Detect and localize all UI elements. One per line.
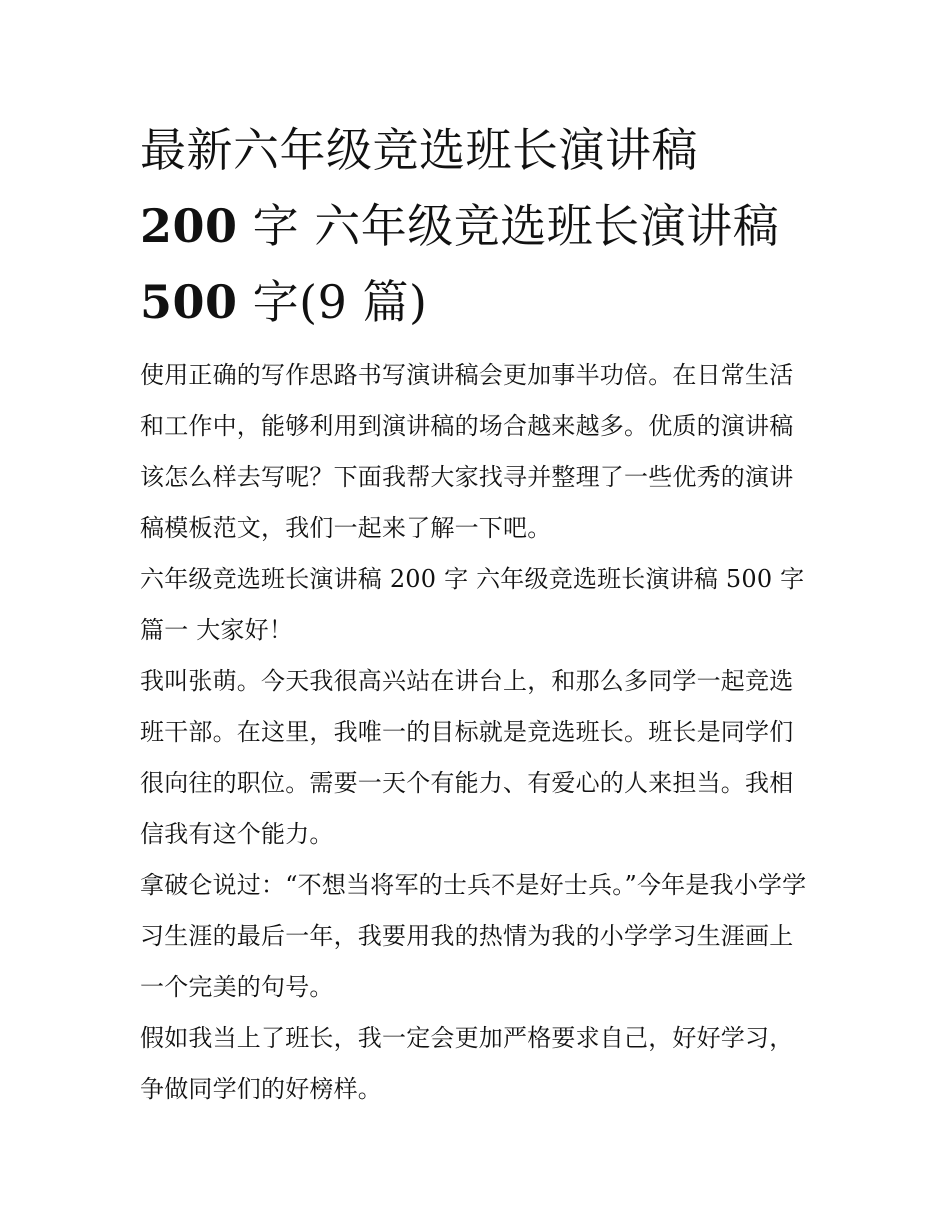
title-line-3-text: 字(9 篇) bbox=[237, 275, 428, 329]
greeting-paragraph: 篇一 大家好！ bbox=[140, 616, 294, 644]
intro-paragraph: 使用正确的写作思路书写演讲稿会更加事半功倍。在日常生活和工作中，能够利用到演讲稿的场合越来越多。优质的演讲稿该怎么样去写呢？下面我帮大家找寻并整理了一些优秀的演讲稿模板范文，我们一起来了解一下吧。 bbox=[140, 361, 794, 542]
title-line-1: 最新六年级竞选班长演讲稿 bbox=[140, 123, 698, 177]
title-line-3-number: 500 bbox=[140, 275, 238, 329]
document-title bbox=[140, 112, 810, 340]
speech-paragraph-1: 我叫张萌。今天我很高兴站在讲台上，和那么多同学一起竞选班干部。在这里，我唯一的目标就是竞选班长。班长是同学们很向往的职位。需要一天个有能力、有爱心的人来担当。我相信我有这个能力。 bbox=[140, 667, 794, 848]
subtitle-paragraph: 六年级竞选班长演讲稿 200 字 六年级竞选班长演讲稿 500 字 bbox=[140, 565, 805, 593]
speech-paragraph-2: 拿破仑说过：“不想当将军的士兵不是好士兵。”今年是我小学学习生涯的最后一年，我要用我的热情为我的小学学习生涯画上一个完美的句号。 bbox=[140, 871, 807, 1001]
title-line-2-text: 字 六年级竞选班长演讲稿 bbox=[237, 199, 780, 253]
title-line-2-number: 200 bbox=[140, 199, 238, 253]
speech-paragraph-3: 假如我当上了班长，我一定会更加严格要求自己，好好学习，争做同学们的好榜样。 bbox=[140, 1024, 794, 1103]
document-body bbox=[140, 350, 810, 1115]
